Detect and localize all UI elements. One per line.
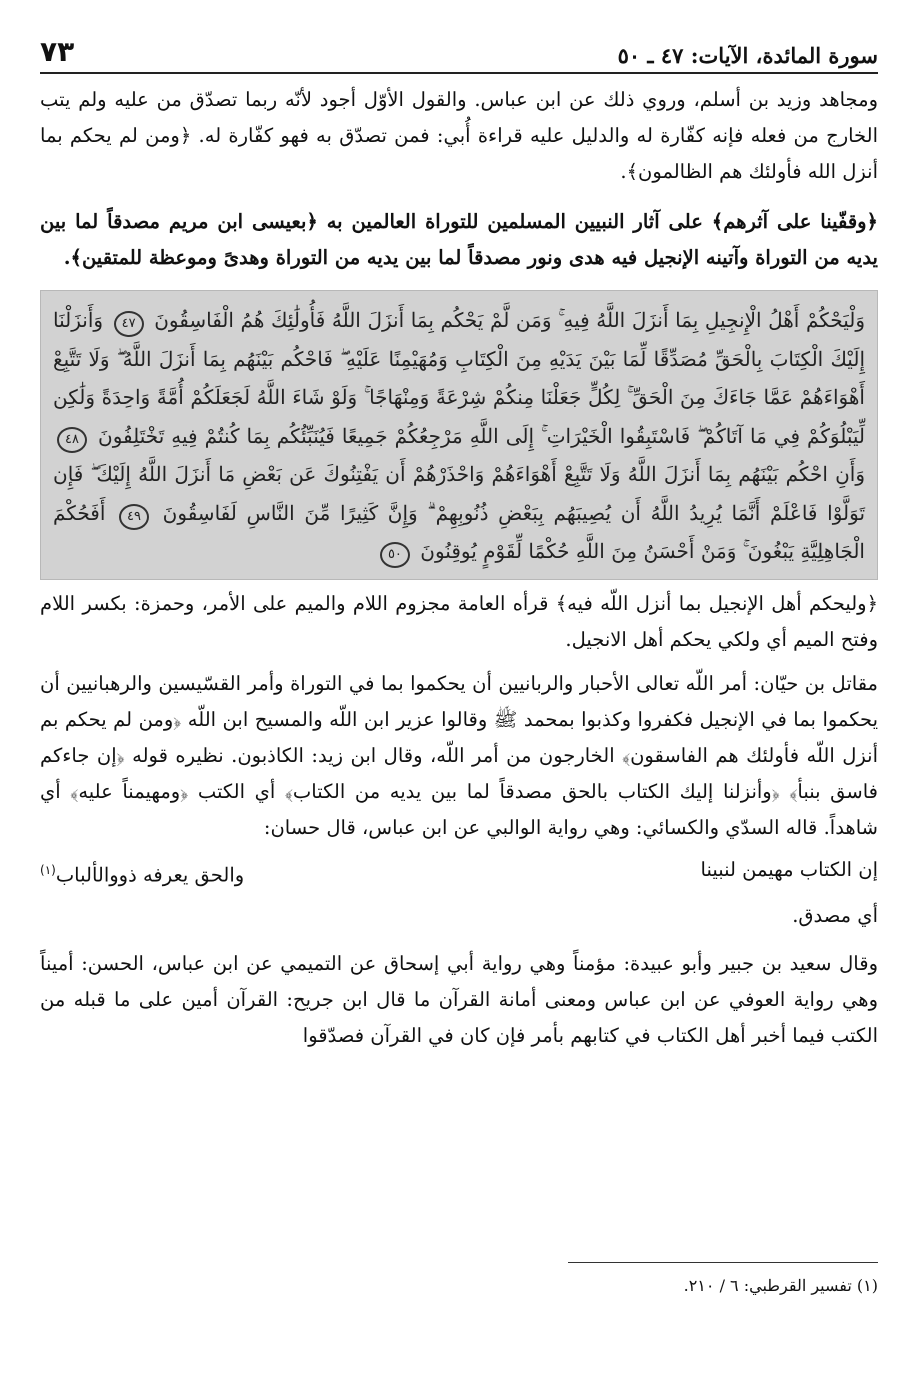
ayah-number-50: ٥٠: [380, 542, 410, 568]
paragraph-1: ومجاهد وزيد بن أسلم، وروي ذلك عن ابن عباس. والقول الأوّل أجود لأنّه ربما تصدّق من عليه ولم يتب الخارج من فعله فإنه كفّارة له والدليل عليه قراءة أُبي: فمن تصدّق به فهو كفّارة له. ﴿ومن لم يحكم بما أنزل الله فأولئك هم الظالمون﴾.: [40, 88, 878, 183]
page-header: [40, 18, 878, 74]
verse-48: وَأَنزَلْنَا إِلَيْكَ الْكِتَابَ بِالْحَقِّ مُصَدِّقًا لِّمَا بَيْنَ يَدَيْهِ مِنَ الْكِتَابِ وَمُهَيْمِنًا عَلَيْهِ ۖ فَاحْكُم بَيْنَهُم بِمَا أَنزَلَ اللَّهُ ۖ وَلَا تَتَّبِعْ أَهْوَاءَهُمْ عَمَّا جَاءَكَ مِنَ الْحَقِّ ۚ لِكُلٍّ جَعَلْنَا مِنكُمْ شِرْعَةً وَمِنْهَاجًا ۚ وَلَوْ شَاءَ اللَّهُ لَجَعَلَكُمْ أُمَّةً وَاحِدَةً وَلَٰكِن لِّيَبْلُوَكُمْ فِي مَا آتَاكُمْ ۖ فَاسْتَبِقُوا الْخَيْرَاتِ ۚ إِلَى اللَّهِ مَرْجِعُكُمْ جَمِيعًا فَيُنَبِّئُكُم بِمَا كُنتُمْ فِيهِ تَخْتَلِفُونَ: [53, 308, 866, 448]
page-number: ٧٣: [40, 35, 75, 68]
footnote-reference: (١): [40, 863, 56, 877]
poem-hemistich-2-wrap: [40, 852, 244, 894]
quran-verses-box: [40, 290, 878, 580]
verse-49: وَأَنِ احْكُم بَيْنَهُم بِمَا أَنزَلَ اللَّهُ وَلَا تَتَّبِعْ أَهْوَاءَهُمْ وَاحْذَرْهُمْ أَن يَفْتِنُوكَ عَن بَعْضِ مَا أَنزَلَ اللَّهُ إِلَيْكَ ۖ فَإِن تَوَلَّوْا فَاعْلَمْ أَنَّمَا يُرِيدُ اللَّهُ أَن يُصِيبَهُم بِبَعْضِ ذُنُوبِهِمْ ۗ وَإِنَّ كَثِيرًا مِّنَ النَّاسِ لَفَاسِقُونَ: [53, 462, 866, 525]
verse-47: وَلْيَحْكُمْ أَهْلُ الْإِنجِيلِ بِمَا أَنزَلَ اللَّهُ فِيهِ ۚ وَمَن لَّمْ يَحْكُم بِمَا أَنزَلَ اللَّهُ فَأُولَٰئِكَ هُمُ الْفَاسِقُونَ: [154, 308, 865, 332]
poem-hemistich-1: إن الكتاب مهيمن لنبينا: [700, 858, 878, 881]
poem-gloss: أي مصدق.: [792, 903, 878, 927]
paragraph-2: ﴿وقفّينا على آثرهم﴾ على آثار النبيين المسلمين للتوراة العالمين به ﴿بعيسى ابن مريم مصدقاً لما بين يديه من التوراة وآتينه الإنجيل فيه هدى ونور مصدقاً لما بين يديه من التوراة وهدىً وموعظة للمتقين﴾.: [40, 210, 878, 269]
ayah-number-49: ٤٩: [119, 504, 149, 530]
ayah-number-48: ٤٨: [57, 427, 87, 453]
verse-50: أَفَحُكْمَ الْجَاهِلِيَّةِ يَبْغُونَ ۚ وَمَنْ أَحْسَنُ مِنَ اللَّهِ حُكْمًا لِّقَوْمٍ يُوقِنُونَ: [53, 500, 865, 563]
paragraph-4: مقاتل بن حيّان: أمر اللّه تعالى الأحبار والربانيين أن يحكموا بما في التوراة وأمر القسّيسين والرهبانيين أن يحكموا بما في الإنجيل فكفروا وكذبوا بمحمد ﷺ وقالوا عزير ابن اللّه والمسيح ابن اللّه ﴿ومن لم يحكم بم أنزل اللّه فأولئك هم الفاسقون﴾ الخارجون من أمر اللّه، وقال ابن زيد: الكاذبون. نظيره قوله ﴿إن جاءكم فاسق بنبأ﴾ ﴿وأنزلنا إليك الكتاب بالحق مصدقاً لما بين يديه من الكتاب﴾ أي الكتب ﴿ومهيمناً عليه﴾ أي شاهداً. قاله السدّي والكسائي: وهي رواية الوالبي عن ابن عباس، قال حسان:: [40, 672, 878, 839]
footnote-divider: [568, 1262, 878, 1263]
paragraph-5: وقال سعيد بن جبير وأبو عبيدة: مؤمناً وهي رواية أبي إسحاق عن التميمي عن ابن عباس، الحسن: أميناً وهي رواية العوفي عن ابن عباس ومعنى أمانة القرآن ما قال ابن جريح: القرآن أمين على ما قبله من الكتب فيما أخبر أهل الكتاب في كتابهم بأمر فإن كان في القرآن فصدّقوا: [40, 951, 878, 1047]
quran-text: [53, 301, 865, 571]
running-title: سورة المائدة، الآيات: ٤٧ ـ ٥٠: [617, 43, 878, 68]
ayah-number-47: ٤٧: [114, 311, 144, 337]
poem-verse: [40, 852, 878, 894]
poem-hemistich-2: والحق يعرفه ذووالألباب: [55, 863, 245, 887]
paragraph-3: ﴿وليحكم أهل الإنجيل بما أنزل اللّه فيه﴾ قرأه العامة مجزوم اللام والميم على الأمر، وحمزة: بكسر اللام وفتح الميم أي ولكي يحكم أهل الانجيل.: [40, 592, 878, 651]
book-page: [40, 18, 878, 1295]
footnote: (١) تفسير القرطبي: ٦ / ٢١٠.: [683, 1276, 878, 1295]
